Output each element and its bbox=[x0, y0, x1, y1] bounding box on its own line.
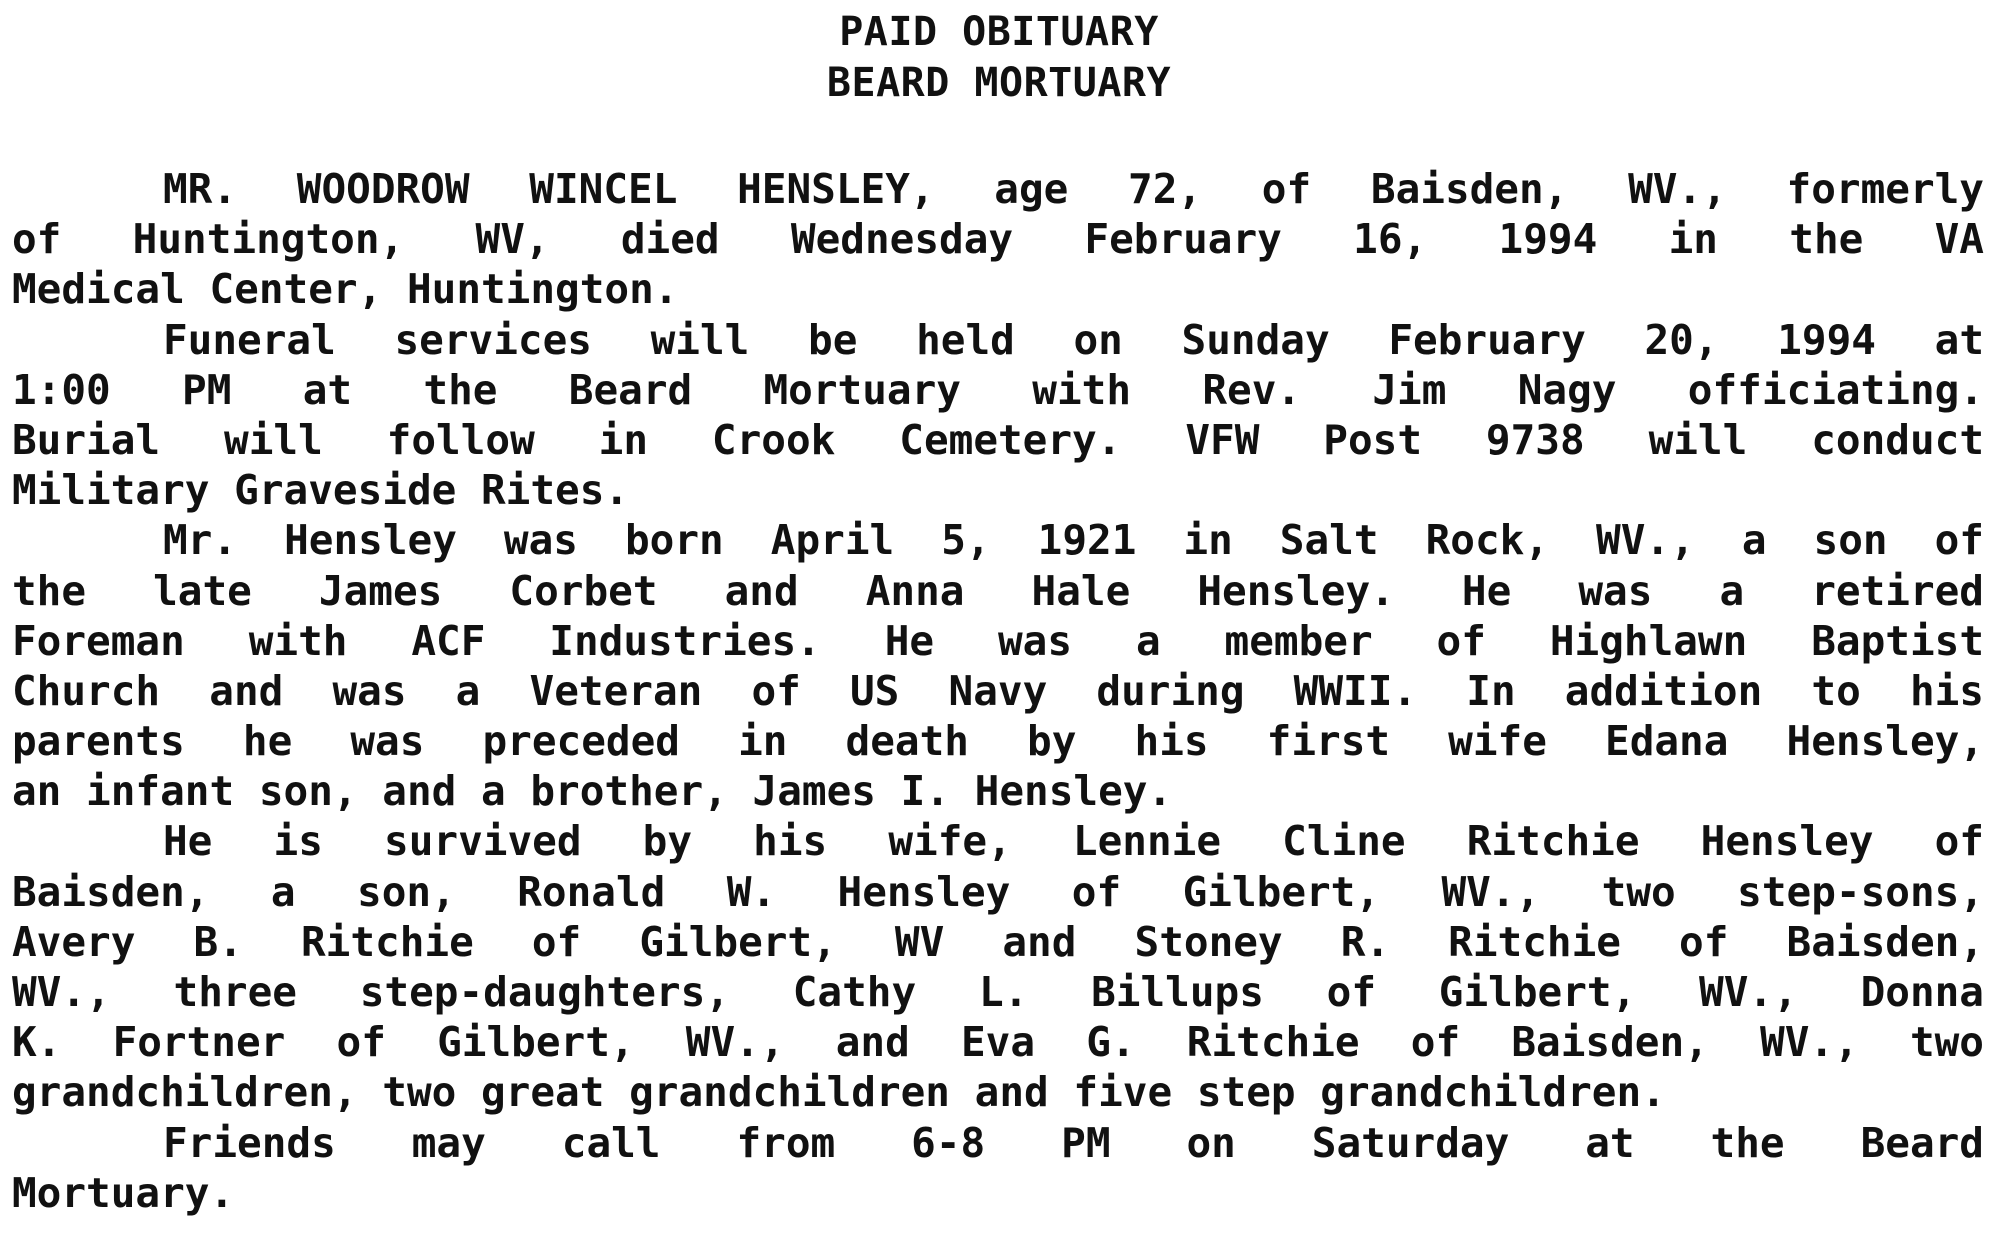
text-line: MR. WOODROW WINCEL HENSLEY, age 72, of Baisden, WV., formerly bbox=[163, 165, 1984, 213]
mortuary-name: BEARD MORTUARY bbox=[826, 60, 1172, 106]
text-line: Burial will follow in Crook Cemetery. VFW Post 9738 will conduct bbox=[12, 415, 1984, 464]
text-line: Friends may call from 6-8 PM on Saturday at the Beard bbox=[163, 1118, 1984, 1167]
paragraph-visitation bbox=[12, 1118, 1984, 1218]
text-line: Medical Center, Huntington. bbox=[12, 265, 679, 314]
text-line: WV., three step-daughters, Cathy L. Billups of Gilbert, WV., Donna bbox=[12, 968, 1984, 1016]
text-line: Mr. Hensley was born April 5, 1921 in Salt Rock, WV., a son of bbox=[163, 516, 1984, 565]
text-line: Baisden, a son, Ronald W. Hensley of Gilbert, WV., two step-sons, bbox=[12, 867, 1984, 916]
text-line: an infant son, and a brother, James I. Hensley. bbox=[12, 767, 1173, 816]
paragraph-biography bbox=[12, 515, 1984, 816]
text-line: 1:00 PM at the Beard Mortuary with Rev. Jim Nagy officiating. bbox=[12, 365, 1984, 414]
text-line: He is survived by his wife, Lennie Cline Ritchie Hensley of bbox=[163, 817, 1984, 866]
text-line: K. Fortner of Gilbert, WV., and Eva G. Ritchie of Baisden, WV., two bbox=[12, 1018, 1984, 1067]
obituary-body bbox=[12, 164, 1984, 1218]
text-line: Church and was a Veteran of US Navy during WWII. In addition to his bbox=[12, 666, 1984, 715]
text-line: Foreman with ACF Industries. He was a member of Highlawn Baptist bbox=[12, 616, 1984, 665]
paragraph-funeral-services bbox=[12, 315, 1984, 516]
obituary-title: PAID OBITUARY bbox=[839, 9, 1159, 55]
text-line: the late James Corbet and Anna Hale Hensley. He was a retired bbox=[12, 566, 1984, 615]
text-line: Funeral services will be held on Sunday February 20, 1994 at bbox=[163, 315, 1984, 364]
text-line: parents he was preceded in death by his first wife Edana Hensley, bbox=[12, 717, 1984, 766]
text-line: Avery B. Ritchie of Gilbert, WV and Stoney R. Ritchie of Baisden, bbox=[12, 917, 1984, 966]
text-line: grandchildren, two great grandchildren and five step grandchildren. bbox=[12, 1068, 1666, 1117]
text-line: Military Graveside Rites. bbox=[12, 466, 630, 515]
text-line: Mortuary. bbox=[12, 1168, 235, 1217]
text-line: of Huntington, WV, died Wednesday February 16, 1994 in the VA bbox=[12, 215, 1984, 264]
paragraph-death-notice bbox=[12, 164, 1984, 315]
paragraph-survivors bbox=[12, 816, 1984, 1117]
